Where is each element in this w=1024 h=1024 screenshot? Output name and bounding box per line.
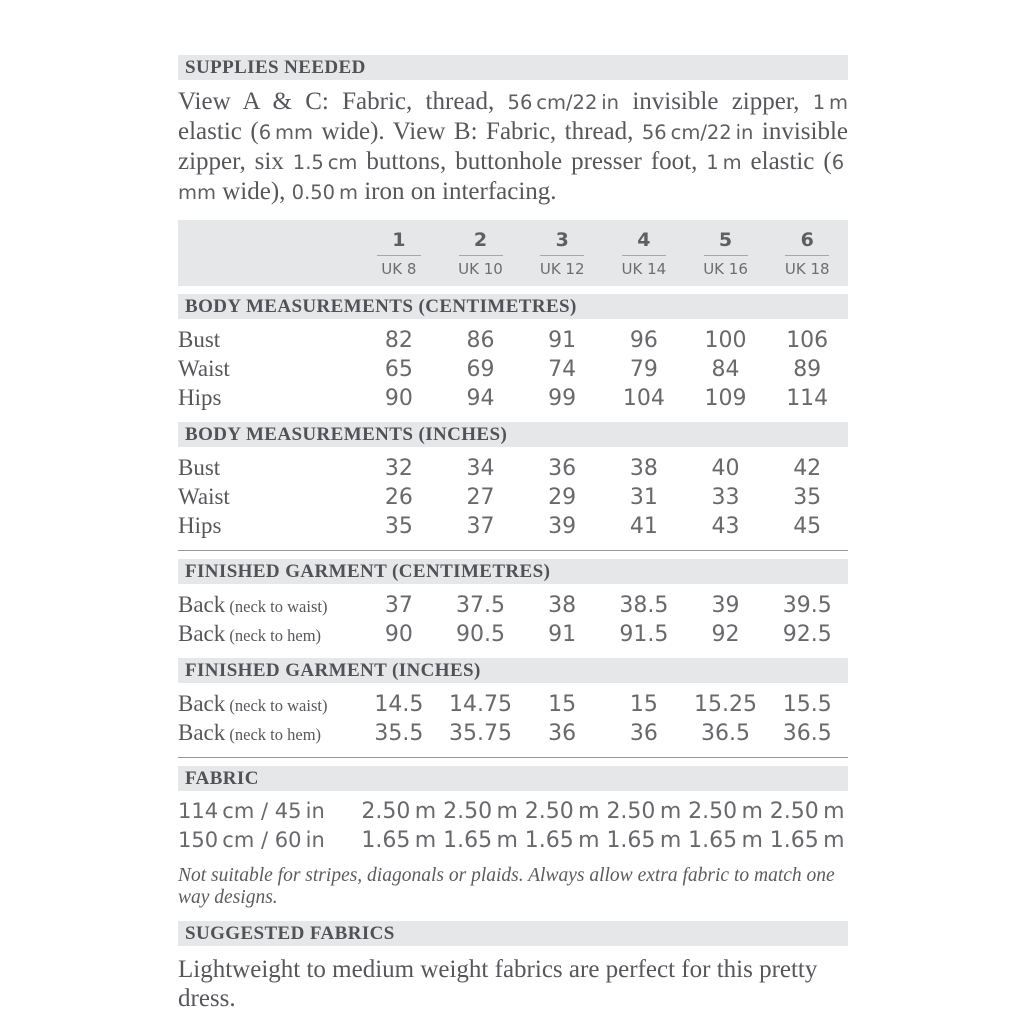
section-header-label: FINISHED GARMENT (INCHES) — [185, 660, 481, 681]
value-cell: 69 — [466, 357, 495, 382]
row-label-main: Waist — [178, 484, 230, 509]
suggested-fabrics-header-label: SUGGESTED FABRICS — [185, 923, 395, 944]
value-cell: 34 — [466, 456, 495, 481]
row-label — [178, 354, 358, 383]
row-label — [178, 619, 358, 650]
value-cell: 99 — [548, 386, 577, 411]
size-underline — [785, 255, 829, 256]
value-cell: 82 — [384, 328, 413, 353]
value-cell: 39 — [711, 593, 740, 618]
section-header-label: FINISHED GARMENT (CENTIMETRES) — [185, 561, 551, 582]
size-underline — [704, 255, 748, 256]
value-cell: 39.5 — [782, 593, 832, 618]
table-row — [178, 354, 848, 383]
supplies-paragraph — [178, 87, 848, 207]
section-rows — [178, 797, 848, 855]
row-label — [178, 453, 358, 482]
row-label-main: Bust — [178, 327, 221, 352]
value-cell: 14.75 — [449, 692, 512, 717]
value-cell: 2.50 m — [606, 799, 682, 824]
size-column-1 — [358, 230, 440, 277]
size-number: 6 — [800, 229, 814, 251]
value-cell: 96 — [629, 328, 658, 353]
value-cell: 37 — [384, 593, 413, 618]
value-cell: 36 — [548, 721, 577, 746]
suggested-fabrics-text: Lightweight to medium weight fabrics are perfect for this pretty dress. — [178, 956, 818, 1012]
value-cell: 109 — [704, 386, 747, 411]
supplies-segment-10: buttons, buttonhole presser foot, — [357, 148, 707, 175]
table-row — [178, 325, 848, 354]
section-header-3 — [178, 658, 848, 683]
value-cell: 15.5 — [782, 692, 832, 717]
row-label — [178, 383, 358, 412]
value-cell: 74 — [548, 357, 577, 382]
section-rows — [178, 689, 848, 747]
value-cell: 42 — [793, 456, 822, 481]
row-label — [178, 511, 358, 540]
section-header-4 — [178, 766, 848, 791]
supplies-segment-8: invisible zipper, six — [178, 118, 848, 175]
size-number: 2 — [473, 229, 488, 251]
value-cell: 29 — [548, 485, 577, 510]
section-header-label: FABRIC — [185, 768, 259, 789]
value-cell: 45 — [793, 514, 822, 539]
value-cell: 37 — [466, 514, 495, 539]
table-row — [178, 689, 848, 718]
value-cell: 90.5 — [456, 622, 505, 647]
value-cell: 2.50 m — [769, 799, 845, 824]
value-cell: 90 — [384, 622, 413, 647]
value-cell: 92.5 — [782, 622, 832, 647]
table-row — [178, 797, 848, 826]
value-cell: 35.5 — [374, 721, 424, 746]
row-label-sub: (neck to waist) — [225, 696, 328, 715]
row-label-main: Back — [178, 720, 226, 745]
value-cell: 33 — [711, 485, 740, 510]
value-cell: 91.5 — [619, 622, 669, 647]
value-cell: 2.50 m — [361, 799, 437, 824]
supplies-needed-header-label: SUPPLIES NEEDED — [185, 57, 366, 78]
section-rows — [178, 453, 848, 540]
value-cell: 36.5 — [782, 721, 832, 746]
supplies-segment-0: View A & C: Fabric, thread, — [178, 88, 508, 115]
supplies-segment-7: 56 cm/22 in — [641, 121, 754, 144]
value-cell: 79 — [629, 357, 658, 382]
value-cell: 35.75 — [449, 721, 512, 746]
value-cell: 89 — [793, 357, 822, 382]
section-header-0 — [178, 294, 848, 319]
value-cell: 41 — [629, 514, 658, 539]
row-label-main: Bust — [178, 455, 221, 480]
size-column-4 — [603, 230, 685, 277]
row-label-main: 150 cm / 60 in — [178, 828, 325, 852]
section-header-label: BODY MEASUREMENTS (CENTIMETRES) — [185, 296, 577, 317]
supplies-needed-header — [178, 55, 848, 80]
value-cell: 26 — [384, 485, 413, 510]
value-cell: 36 — [629, 721, 658, 746]
size-underline — [540, 255, 584, 256]
size-underline — [377, 255, 421, 256]
supplies-segment-6: wide). View B: Fabric, thread, — [313, 118, 642, 145]
table-row — [178, 383, 848, 412]
row-label-main: Back — [178, 621, 226, 646]
table-row — [178, 482, 848, 511]
value-cell: 39 — [548, 514, 577, 539]
size-column-5 — [685, 230, 767, 277]
section-rows — [178, 590, 848, 648]
size-number: 3 — [555, 229, 569, 251]
table-row — [178, 590, 848, 619]
value-cell: 1.65 m — [688, 828, 763, 853]
size-header-row — [178, 220, 848, 286]
value-cell: 1.65 m — [769, 828, 845, 853]
size-number: 4 — [637, 229, 651, 251]
supplies-segment-2: invisible zipper, — [619, 88, 813, 115]
row-label-main: Hips — [178, 513, 222, 538]
value-cell: 2.50 m — [443, 799, 518, 824]
value-cell: 1.65 m — [361, 828, 437, 853]
row-label-main: 114 cm / 45 in — [178, 799, 325, 823]
row-label — [178, 689, 358, 720]
size-header-spacer — [178, 230, 358, 277]
supplies-segment-4: elastic ( — [178, 118, 259, 145]
value-cell: 14.5 — [374, 692, 424, 717]
value-cell: 27 — [466, 485, 495, 510]
value-cell: 35 — [384, 514, 413, 539]
supplies-segment-9: 1.5 cm — [292, 151, 358, 174]
row-label-sub: (neck to waist) — [225, 597, 328, 616]
value-cell: 65 — [384, 357, 413, 382]
section-divider-rule — [178, 757, 848, 758]
value-cell: 100 — [704, 328, 747, 353]
value-cell: 91 — [548, 622, 577, 647]
value-cell: 32 — [384, 456, 413, 481]
size-column-2 — [440, 230, 522, 277]
uk-size-label: UK 18 — [784, 260, 830, 278]
section-header-label: BODY MEASUREMENTS (INCHES) — [185, 424, 508, 445]
section-header-2 — [178, 559, 848, 584]
value-cell: 84 — [711, 357, 740, 382]
section-rows — [178, 325, 848, 412]
value-cell: 15 — [548, 692, 577, 717]
fabric-note: Not suitable for stripes, diagonals or plaids. Always allow extra fabric to match one way designs. — [178, 865, 835, 908]
value-cell: 2.50 m — [524, 799, 600, 824]
row-label — [178, 482, 358, 511]
uk-size-label: UK 12 — [539, 260, 585, 278]
section-divider-rule — [178, 550, 848, 551]
measurement-sections — [178, 294, 848, 855]
value-cell: 40 — [711, 456, 740, 481]
supplies-segment-3: 1 m — [812, 91, 848, 114]
row-label — [178, 797, 358, 826]
row-label — [178, 590, 358, 621]
value-cell: 90 — [384, 386, 413, 411]
row-label — [178, 325, 358, 354]
row-label-main: Back — [178, 691, 226, 716]
row-label-main: Hips — [178, 385, 222, 410]
row-label-sub: (neck to hem) — [225, 725, 322, 744]
uk-size-label: UK 8 — [381, 260, 417, 278]
suggested-fabrics-header — [178, 921, 848, 946]
value-cell: 106 — [786, 328, 829, 353]
size-underline — [622, 255, 666, 256]
row-label-main: Back — [178, 592, 226, 617]
supplies-segment-13: 6 mm — [178, 151, 848, 204]
supplies-segment-14: wide), — [216, 178, 292, 205]
size-column-6 — [766, 230, 848, 277]
uk-size-label: UK 10 — [458, 260, 503, 278]
size-number: 1 — [392, 229, 406, 251]
sewing-pattern-info-sheet — [178, 55, 848, 1013]
value-cell: 37.5 — [456, 593, 505, 618]
supplies-segment-16: iron on interfacing. — [357, 178, 557, 205]
table-row — [178, 453, 848, 482]
row-label — [178, 718, 358, 749]
row-label-sub: (neck to hem) — [225, 626, 322, 645]
value-cell: 35 — [793, 485, 822, 510]
value-cell: 92 — [711, 622, 740, 647]
value-cell: 2.50 m — [688, 799, 763, 824]
value-cell: 38 — [629, 456, 658, 481]
value-cell: 31 — [629, 485, 658, 510]
supplies-segment-5: 6 mm — [258, 121, 313, 144]
value-cell: 36.5 — [701, 721, 751, 746]
size-column-3 — [521, 230, 603, 277]
value-cell: 91 — [548, 328, 577, 353]
table-row — [178, 511, 848, 540]
uk-size-label: UK 14 — [621, 260, 667, 278]
row-label — [178, 826, 358, 855]
supplies-segment-12: elastic ( — [741, 148, 832, 175]
value-cell: 38.5 — [619, 593, 669, 618]
size-number: 5 — [718, 229, 733, 251]
supplies-segment-1: 56 cm/22 in — [507, 91, 620, 114]
value-cell: 1.65 m — [606, 828, 682, 853]
value-cell: 15 — [629, 692, 658, 717]
table-row — [178, 619, 848, 648]
uk-size-label: UK 16 — [703, 260, 748, 278]
table-row — [178, 826, 848, 855]
value-cell: 94 — [466, 386, 495, 411]
value-cell: 1.65 m — [443, 828, 518, 853]
value-cell: 86 — [466, 328, 495, 353]
value-cell: 104 — [622, 386, 665, 411]
section-header-1 — [178, 422, 848, 447]
supplies-segment-15: 0.50 m — [291, 181, 358, 204]
row-label-main: Waist — [178, 356, 230, 381]
size-underline — [459, 255, 503, 256]
table-row — [178, 718, 848, 747]
value-cell: 38 — [548, 593, 577, 618]
value-cell: 1.65 m — [524, 828, 600, 853]
value-cell: 114 — [786, 386, 829, 411]
value-cell: 15.25 — [694, 692, 758, 717]
value-cell: 43 — [711, 514, 740, 539]
supplies-segment-11: 1 m — [706, 151, 742, 174]
value-cell: 36 — [548, 456, 577, 481]
